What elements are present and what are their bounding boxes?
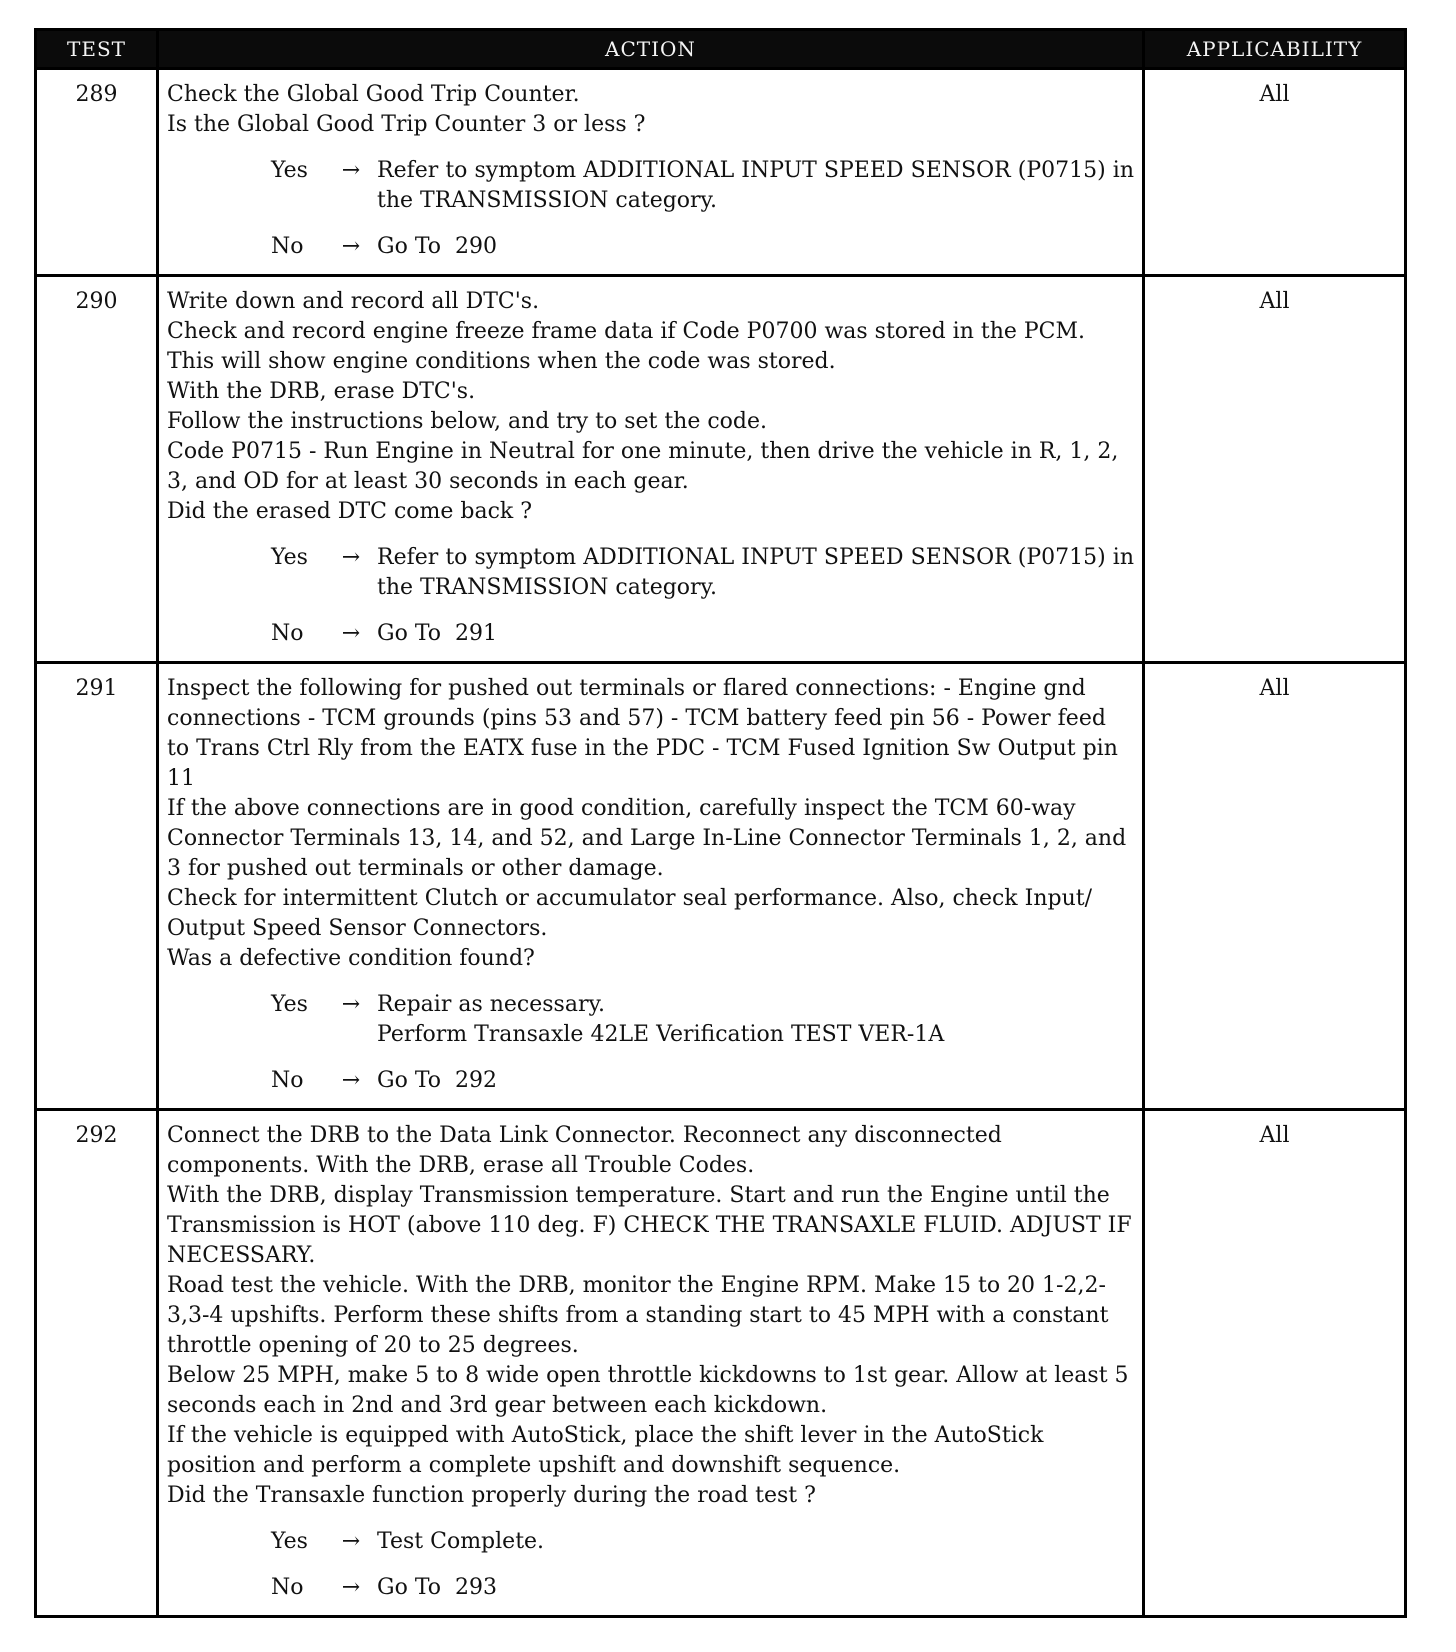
applicability-cell: All (1144, 69, 1406, 276)
no-label: No (271, 1575, 304, 1600)
goto-label: Go To (377, 621, 442, 646)
yes-result (377, 156, 1134, 216)
table-row (36, 69, 1406, 276)
yes-result (377, 543, 1134, 603)
test-number: 291 (36, 663, 158, 1110)
action-cell (158, 663, 1144, 1110)
no-result (377, 232, 1134, 262)
yes-result (377, 1527, 1134, 1557)
header-test: TEST (36, 30, 158, 69)
table-row (36, 663, 1406, 1110)
action-line: Follow the instructions below, and try to set the code. (167, 409, 768, 434)
no-label: No (271, 234, 304, 259)
arrow-icon: → (341, 1529, 361, 1554)
yes-result-line: Test Complete. (377, 1529, 545, 1554)
action-line: Connect the DRB to the Data Link Connector. Reconnect any disconnected components. With the DRB, erase all Trouble Codes. (167, 1123, 1002, 1178)
action-line: If the above connections are in good condition, carefully inspect the TCM 60-way Connector Terminals 13, 14, and 52, and Large In-Line Connector Terminals 1, 2, and 3 for pushed out terminals or other damage. (167, 796, 1127, 881)
applicability-cell: All (1144, 663, 1406, 1110)
arrow-icon: → (341, 158, 361, 183)
test-number: 289 (36, 69, 158, 276)
yes-result-line: Perform Transaxle 42LE Verification TEST VER-1A (377, 1022, 945, 1047)
table-body (36, 69, 1406, 1617)
test-number: 292 (36, 1110, 158, 1617)
no-answer (271, 1066, 1134, 1096)
no-answer (271, 1573, 1134, 1603)
action-line: With the DRB, erase DTC's. (167, 379, 476, 404)
yes-result (377, 990, 1134, 1050)
diagnostic-test-table (34, 28, 1407, 1618)
yes-answer (271, 990, 1134, 1050)
action-cell (158, 1110, 1144, 1617)
no-result (377, 1573, 1134, 1603)
no-label: No (271, 1068, 304, 1093)
arrow-icon: → (341, 621, 361, 646)
yes-result-line: Refer to symptom ADDITIONAL INPUT SPEED SENSOR (P0715) in the TRANSMISSION category. (377, 158, 1134, 213)
arrow-icon: → (341, 234, 361, 259)
header-action: ACTION (158, 30, 1144, 69)
applicability-cell: All (1144, 276, 1406, 663)
test-number: 290 (36, 276, 158, 663)
action-line: If the vehicle is equipped with AutoStick, place the shift lever in the AutoStick position and perform a complete upshift and downshift sequence. (167, 1423, 1044, 1478)
action-line: Inspect the following for pushed out terminals or flared connections: - Engine gnd connections - TCM grounds (pins 53 and 57) - TCM battery feed pin 56 - Power feed to Trans Ctrl Rly from the EATX fuse in the PDC - TCM Fused Ignition Sw Output pin 11 (167, 676, 1118, 791)
header-applicability: APPLICABILITY (1144, 30, 1406, 69)
action-line: This will show engine conditions when the code was stored. (167, 349, 836, 374)
action-cell (158, 69, 1144, 276)
yes-answer (271, 1527, 1134, 1557)
goto-label: Go To (377, 234, 442, 259)
action-line: Check and record engine freeze frame data if Code P0700 was stored in the PCM. (167, 319, 1086, 344)
action-line: With the DRB, display Transmission temperature. Start and run the Engine until the Transmission is HOT (above 110 deg. F) CHECK THE TRANSAXLE FLUID. ADJUST IF NECESSARY. (167, 1183, 1132, 1268)
applicability-cell: All (1144, 1110, 1406, 1617)
no-result (377, 619, 1134, 649)
no-answer (271, 619, 1134, 649)
action-line: Is the Global Good Trip Counter 3 or less ? (167, 112, 646, 137)
yes-answer (271, 543, 1134, 603)
goto-label: Go To (377, 1068, 442, 1093)
action-line: Was a defective condition found? (167, 946, 535, 971)
goto-label: Go To (377, 1575, 442, 1600)
action-line: Check the Global Good Trip Counter. (167, 82, 580, 107)
action-line: Did the Transaxle function properly during the road test ? (167, 1483, 816, 1508)
goto-test-number: 292 (455, 1068, 498, 1093)
action-line: Below 25 MPH, make 5 to 8 wide open throttle kickdowns to 1st gear. Allow at least 5 seconds each in 2nd and 3rd gear between each kickdown. (167, 1363, 1129, 1418)
table-row (36, 1110, 1406, 1617)
action-line: Road test the vehicle. With the DRB, monitor the Engine RPM. Make 15 to 20 1-2,2-3,3-4 upshifts. Perform these shifts from a standing start to 45 MPH with a constant throttle opening of 20 to 25 degrees. (167, 1273, 1109, 1358)
action-line: Code P0715 - Run Engine in Neutral for one minute, then drive the vehicle in R, 1, 2, 3, and OD for at least 30 seconds in each gear. (167, 439, 1119, 494)
no-result (377, 1066, 1134, 1096)
yes-result-line: Repair as necessary. (377, 992, 605, 1017)
action-line: Check for intermittent Clutch or accumulator seal performance. Also, check Input/ Output Speed Sensor Connectors. (167, 886, 1092, 941)
yes-label: Yes (271, 1529, 308, 1554)
yes-label: Yes (271, 545, 308, 570)
yes-label: Yes (271, 992, 308, 1017)
action-line: Did the erased DTC come back ? (167, 499, 533, 524)
no-label: No (271, 621, 304, 646)
diagnostic-page (34, 28, 1404, 1618)
arrow-icon: → (341, 1575, 361, 1600)
action-line: Write down and record all DTC's. (167, 289, 540, 314)
action-cell (158, 276, 1144, 663)
no-answer (271, 232, 1134, 262)
goto-test-number: 290 (455, 234, 498, 259)
table-row (36, 276, 1406, 663)
arrow-icon: → (341, 545, 361, 570)
yes-answer (271, 156, 1134, 216)
yes-label: Yes (271, 158, 308, 183)
arrow-icon: → (341, 1068, 361, 1093)
yes-result-line: Refer to symptom ADDITIONAL INPUT SPEED SENSOR (P0715) in the TRANSMISSION category. (377, 545, 1134, 600)
table-header-row (36, 30, 1406, 69)
goto-test-number: 291 (455, 621, 498, 646)
goto-test-number: 293 (455, 1575, 498, 1600)
arrow-icon: → (341, 992, 361, 1017)
